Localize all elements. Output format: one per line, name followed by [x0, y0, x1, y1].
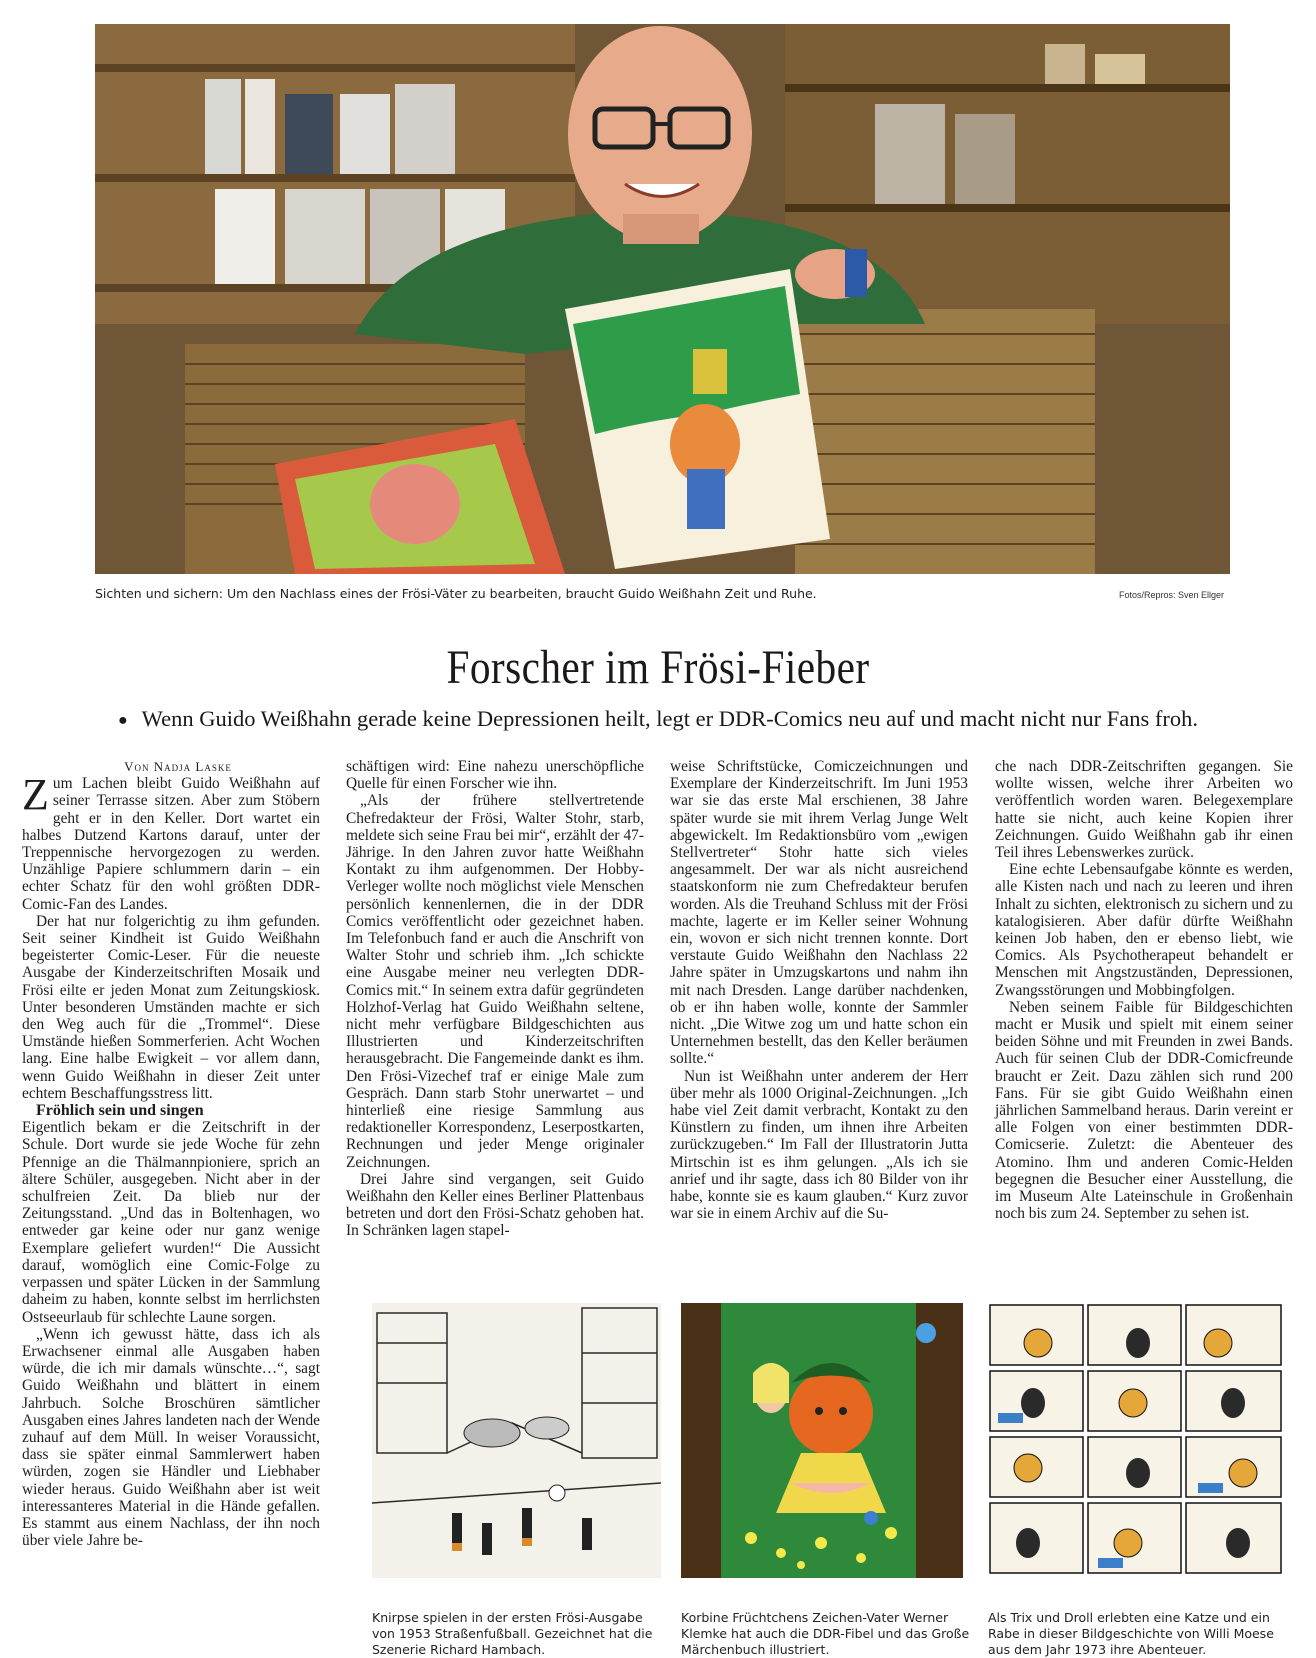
hero-caption: Sichten und sichern: Um den Nachlass eines der Frösi-Väter zu bearbeiten, braucht Guido Weißhahn Zeit und Ruhe.: [95, 586, 817, 601]
image-caption-1: Knirpse spielen in der ersten Frösi-Ausgabe von 1953 Straßenfußball. Gezeichnet hat die Szenerie Richard Hambach.: [372, 1610, 653, 1657]
street-football-illustration: [372, 1303, 661, 1578]
paragraph-text: um Lachen bleibt Guido Weißhahn auf seiner Terrasse sitzen. Aber zum Stöbern geht er in den Keller. Dort wartet ein halbes Dutzend Kartons darauf, unter der Treppennische hervorgezogen zu werden. Unzählige Papiere schlummern darin – ein echter Schatz für den wohl größten DDR-Comic-Fan des Landes.: [22, 775, 320, 913]
paragraph: Eine echte Lebensaufgabe könnte es werden, alle Kisten nach und nach zu leeren und ihren Inhalt zu sichten, elektronisch zu sichern und zu katalogisieren. Aber dafür dürfte Weißhahn keinen Job haben, den er ebenso liebt, wie Comics. Als Psychotherapeut behandelt er Menschen mit Angstzuständen, Depressionen, Zwangsstörungen und Mobbingfolgen.: [995, 861, 1293, 999]
street-football-drawing: [372, 1303, 661, 1578]
column-3: [670, 758, 968, 1222]
photo-credit: Fotos/Repros: Sven Ellger: [1118, 590, 1224, 600]
column-2: [346, 758, 644, 1240]
paragraph: Neben seinem Faible für Bildgeschichten macht er Musik und spielt mit einem seiner beiden Söhne und mit Freunden in zwei Bands. Auch für seinen Club der DDR-Comicfreunde braucht er Zeit. Dazu zählen sich rund 200 Fans. Für sie gibt Guido Weißhahn einen jährlichen Sammelband heraus. Darin vereint er alle Folgen von einer bestimmten DDR-Comicserie. Zuletzt: die Abenteuer des Atomino. Ihm und anderen Comic-Helden begegnen die Besucher einer Ausstellung, die im Museum Alte Lateinschule in Großenhain noch bis zum 24. September zu sehen ist.: [995, 998, 1293, 1223]
hero-photo-illustration: [95, 24, 1230, 574]
image-caption-3: Als Trix und Droll erlebten eine Katze und ein Rabe in dieser Bildgeschichte von Willi Moese aus dem Jahr 1973 ihre Abenteuer.: [988, 1610, 1274, 1657]
subheading: Fröhlich sein und singen: [36, 1102, 204, 1120]
bullet-icon: ●: [118, 711, 128, 729]
paragraph: Eigentlich bekam er die Zeitschrift in der Schule. Dort wurde sie jede Woche für zehn Pfennige an die Thälmannpioniere, sprich an ältere Schüler, ausgegeben. Nicht aber in der schulfreien Zeit. Da blieb nur der Zeitungsstand. „Und das in Boltenhagen, wo entweder gar keine oder nur ganz wenige Exemplare geliefert wurden!“ Die Aussicht darauf, womöglich eine Comic-Folge zu verpassen und später Lücken in der Sammlung daheim zu haben, konnte selbst im herrlichsten Ostseeurlaub für schlechte Laune sorgen.: [22, 1119, 320, 1326]
column-4: [995, 758, 1293, 1222]
headline: Forscher im Frösi-Fieber: [446, 641, 870, 694]
paragraph: schäftigen wird: Eine nahezu unerschöpfliche Quelle für einen Forscher wie ihn.: [346, 758, 644, 793]
byline: Von Nadja Laske: [124, 759, 232, 774]
paragraph: che nach DDR-Zeitschriften gegangen. Sie wollte wissen, welche ihrer Arbeiten wo veröffentlich worden waren. Belegexemplare hatte sie nicht, auch keine Kopien ihrer Zeichnungen. Guido Weißhahn gab ihr einen Teil ihres Lebenswerkes zurück.: [995, 758, 1293, 862]
column-1: [22, 758, 320, 1549]
korbine-fruechtchen-illustration: [681, 1303, 963, 1578]
paragraph: „Als der frühere stellvertretende Chefredakteur der Frösi, Walter Stohr, starb, meldete sich seine Frau bei mir“, erzählt der 47-Jährige. In den Jahren zuvor hatte Weißhahn Kontakt zu ihm aufgenommen. Der Hobby-Verleger wollte noch möglichst viele Menschen persönlich kennenlernen, die in der DDR Comics veröffentlicht oder gezeichnet haben. Im Telefonbuch fand er auch die Anschrift von Walter Stohr und schrieb ihm. „Ich schickte eine Ausgabe meiner neu verlegten DDR-Comics mit.“ In seinem extra dafür gegründeten Holzhof-Verlag hat Guido Weißhahn seltene, nicht mehr verfügbare Bildgeschichten aus Illustrierten und Kinderzeitschriften herausgebracht. Die Fangemeinde dankt es ihm. Den Frösi-Vizechef traf er einige Male zum Gespräch. Dann starb Stohr unerwartet – und hinterließ eine riesige Sammlung aus redaktioneller Korrespondenz, Leserpostkarten, Rechnungen und jeder Menge originaler Zeichnungen.: [346, 792, 644, 1171]
drop-cap: Z: [22, 770, 49, 820]
hero-photo: [95, 24, 1230, 574]
paragraph: [22, 770, 320, 913]
trix-und-droll-drawing: [988, 1303, 1284, 1578]
paragraph: Nun ist Weißhahn unter anderem der Herr über mehr als 1000 Original-Zeichnungen. „Ich habe viel Zeit damit verbracht, Kontakt zu den Künstlern zu finden, um ihnen ihre Arbeiten zurückzugeben.“ Im Fall der Illustratorin Jutta Mirtschin ist es ihm gelungen. „Als ich sie anrief und ihr sagte, dass ich 80 Bilder von ihr habe, konnte sie es kaum glauben.“ Kurz zuvor war sie in einem Archiv auf die Su-: [670, 1067, 968, 1223]
image-caption-2: Korbine Früchtchens Zeichen-Vater Werner Klemke hat auch die DDR-Fibel und das Große Märchenbuch illustriert.: [681, 1610, 970, 1657]
paragraph: Der hat nur folgerichtig zu ihm gefunden. Seit seiner Kindheit ist Guido Weißhahn begeisterter Comic-Leser. Für die neueste Ausgabe der Kinderzeitschriften Mosaik und Frösi eilte er jeden Monat zum Zeitungskiosk. Unter besonderen Umständen machte er sich den Weg auch für die „Trommel“. Diese Umstände hießen Sommerferien. Acht Wochen lang. Eine halbe Ewigkeit – vor allem dann, wenn Guido Weißhahn in dieser Zeit unter echtem Beschaffungsstress litt.: [22, 912, 320, 1102]
subline: [0, 706, 1316, 732]
subline-text: Wenn Guido Weißhahn gerade keine Depressionen heilt, legt er DDR-Comics neu auf und macht nicht nur Fans froh.: [141, 706, 1198, 731]
paragraph: Drei Jahre sind vergangen, seit Guido Weißhahn den Keller eines Berliner Plattenbaus betreten und dort den Frösi-Schatz gehoben hat. In Schränken lagen stapel-: [346, 1170, 644, 1240]
paragraph: weise Schriftstücke, Comiczeichnungen und Exemplare der Kinderzeitschrift. Im Juni 1953 war sie das erste Mal erschienen, 38 Jahre später wurde sie mit ihrem Verlag Junge Welt abgewickelt. Im Redaktionsbüro vom „ewigen Stellvertreter“ Stohr hatte sich vieles angesammelt. Der war als nicht ausreichend staatskonform nie zum Chefredakteur berufen worden. Als die Treuhand Schluss mit der Frösi machte, lagerte er im Keller seiner Wohnung ein, wovon er sich nicht trennen konnte. Dort verstaute Guido Weißhahn den Nachlass 22 Jahre später in Umzugskartons und nahm ihn mit nach Dresden. Lange darüber nachdenken, ob er ihn haben wolle, konnte der Sammler nicht. „Die Witwe zog um und hatte schon ein Unternehmen bestellt, das den Keller beräumen sollte.“: [670, 758, 968, 1068]
korbine-fruechtchen-drawing: [681, 1303, 963, 1578]
trix-und-droll-comic: [988, 1303, 1284, 1578]
paragraph: „Wenn ich gewusst hätte, dass ich als Erwachsener einmal alle Ausgaben haben würde, die ich mir damals wünschte…“, sagt Guido Weißhahn und blättert in einem Jahrbuch. Solche Broschüren sämtlicher Ausgaben eines Jahres landeten nach der Wende zuhauf auf dem Müll. In weiser Voraussicht, dass sie später einmal Sammlerwert haben würden, zogen sie Händler und Liebhaber wieder heraus. Guido Weißhahn aber ist weit interessanteres Material in die Hände gefallen. Es stammt aus einem Nachlass, der ihn noch über viele Jahre be-: [22, 1325, 320, 1550]
